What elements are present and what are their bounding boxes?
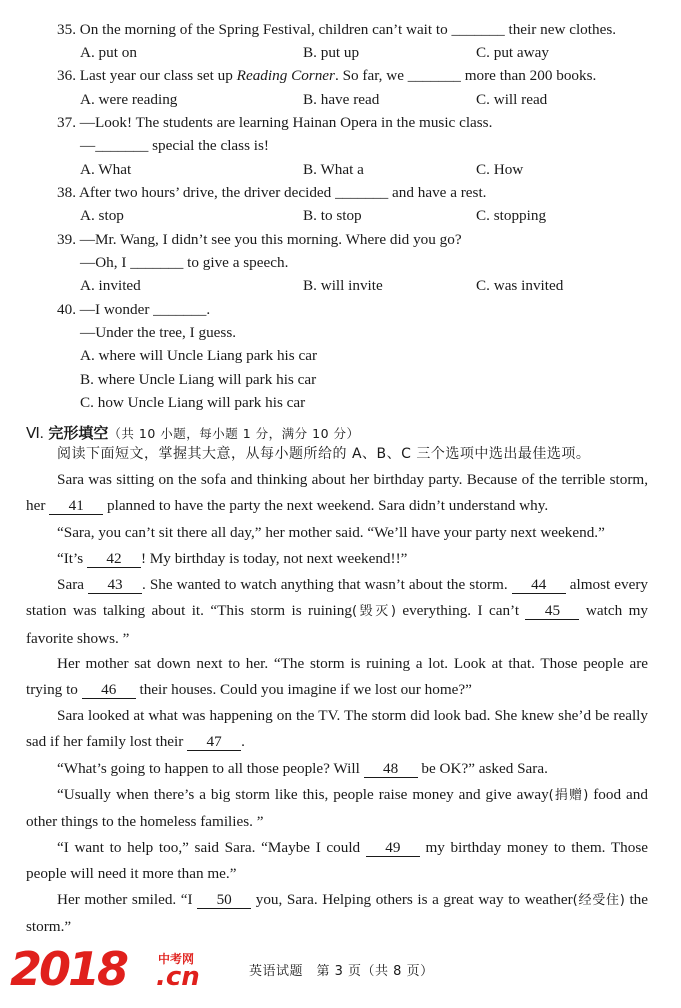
- passage-text: you, Sara. Helping others is a great way to weather: [251, 891, 573, 908]
- question-36-stem-em: Reading Corner: [236, 67, 335, 84]
- passage-text: . She wanted to watch anything that wasn’t about the storm.: [142, 576, 512, 593]
- passage-paragraph-9: [26, 835, 648, 888]
- question-39-option-b: B. will invite: [303, 277, 383, 294]
- question-37-option-a: A. What: [80, 161, 132, 178]
- passage-paragraph-2: [26, 520, 648, 546]
- question-36-option-a: A. were reading: [80, 91, 178, 108]
- passage-text: their houses. Could you imagine if we lost our home?”: [135, 681, 472, 699]
- passage-text: .: [241, 733, 245, 751]
- blank-46: 46: [82, 682, 136, 699]
- passage-paragraph-4: [26, 572, 648, 652]
- question-36-stem: [57, 66, 596, 86]
- question-39-option-a: A. invited: [80, 277, 141, 294]
- logo-number: 2018: [10, 942, 127, 996]
- question-40-option-b: B. where Uncle Liang will park his car: [80, 371, 317, 388]
- passage-gloss: (经受住): [572, 893, 625, 908]
- passage-paragraph-6: [26, 703, 648, 756]
- passage-text: be OK?” asked Sara.: [417, 760, 548, 777]
- question-38-option-a: A. stop: [80, 207, 124, 224]
- question-40-option-c: C. how Uncle Liang will park his car: [80, 394, 306, 411]
- question-36-stem-pre: 36. Last year our class set up: [57, 67, 237, 84]
- passage-text: “What’s going to happen to all those people? Will: [57, 760, 364, 777]
- question-37-stem-2: —_______ special the class is!: [80, 137, 269, 154]
- passage-paragraph-1: [26, 467, 648, 520]
- passage-paragraph-7: [26, 756, 648, 782]
- question-40-stem-2: —Under the tree, I guess.: [80, 324, 237, 341]
- question-40-option-a: A. where will Uncle Liang park his car: [80, 347, 318, 364]
- section-note: （共 10 小题，每小题 1 分，满分 10 分）: [108, 426, 360, 441]
- passage-text: “Sara, you can’t sit there all day,” her mother said. “We’ll have your party next weekend.”: [57, 524, 605, 541]
- logo-domain: .cn: [156, 962, 200, 992]
- passage-paragraph-8: [26, 782, 648, 836]
- section-number: Ⅵ.: [26, 426, 44, 442]
- blank-44: 44: [512, 577, 566, 594]
- question-35-stem: 35. On the morning of the Spring Festival, children can’t wait to _______ their new clothes.: [57, 21, 617, 38]
- passage-paragraph-5: [26, 651, 648, 704]
- blank-47: 47: [187, 734, 241, 751]
- question-39-stem: 39. —Mr. Wang, I didn’t see you this morning. Where did you go?: [57, 231, 462, 248]
- passage-text: watch my favorite shows. ”: [26, 602, 648, 647]
- question-38-option-c: C. stopping: [476, 207, 547, 224]
- section-instruction: 阅读下面短文，掌握其大意，从每小题所给的 A、B、C 三个选项中选出最佳选项。: [57, 446, 591, 462]
- passage-gloss: (毁灭): [351, 604, 396, 620]
- passage-text: “Usually when there’s a big storm like this, people raise money and give away: [57, 786, 549, 803]
- section-title: 完形填空: [48, 424, 109, 442]
- passage-text: Sara looked at what was happening on the TV. The storm did look bad. She knew she’d be really sad if her family lost their: [26, 707, 648, 751]
- question-36-option-b: B. have read: [303, 91, 380, 108]
- logo-site-name: 中考网: [158, 952, 195, 966]
- passage-text: “It’s: [57, 550, 87, 567]
- passage-text: ! My birthday is today, not next weekend!!”: [140, 550, 408, 567]
- passage-text: Her mother smiled. “I: [57, 891, 198, 908]
- blank-43: 43: [88, 577, 142, 594]
- passage-gloss: (捐赠): [548, 788, 589, 803]
- passage-text: my birthday money to them. Those people will need it more than me.”: [26, 839, 648, 883]
- blank-48: 48: [364, 761, 418, 778]
- passage-text: Sara was sitting on the sofa and thinking about her birthday party. Because of the terrible storm, her: [26, 471, 648, 515]
- question-39-stem-2: —Oh, I _______ to give a speech.: [80, 254, 289, 271]
- passage-paragraph-3: [26, 546, 648, 572]
- passage-text: Her mother sat down next to her. “The storm is ruining a lot. Look at that. Those people are trying to: [26, 655, 648, 699]
- site-logo: [10, 944, 205, 998]
- passage-text: everything. I can’t: [395, 602, 526, 620]
- question-38-option-b: B. to stop: [303, 207, 362, 224]
- blank-41: 41: [49, 498, 103, 515]
- question-40-stem: 40. —I wonder _______.: [57, 301, 211, 318]
- question-35-option-c: C. put away: [476, 44, 549, 61]
- question-36-stem-post: . So far, we _______ more than 200 books.: [334, 67, 597, 84]
- passage-text: the storm.”: [26, 891, 648, 936]
- question-35-option-b: B. put up: [303, 44, 360, 61]
- passage-text: “I want to help too,” said Sara. “Maybe I could: [57, 839, 366, 856]
- question-36-option-c: C. will read: [476, 91, 548, 108]
- blank-49: 49: [366, 840, 420, 857]
- blank-45: 45: [525, 603, 579, 620]
- question-37-option-c: C. How: [476, 161, 524, 178]
- question-39-option-c: C. was invited: [476, 277, 564, 294]
- page-footer: 英语试题 第 3 页（共 8 页）: [249, 964, 434, 979]
- question-37-stem: 37. —Look! The students are learning Hainan Opera in the music class.: [57, 114, 493, 131]
- blank-42: 42: [87, 551, 141, 568]
- passage-text: planned to have the party the next weekend. Sara didn’t understand why.: [103, 497, 549, 515]
- question-35-option-a: A. put on: [80, 44, 137, 61]
- blank-50: 50: [197, 892, 251, 909]
- passage-paragraph-10: [26, 887, 648, 941]
- passage-text: Sara: [57, 576, 89, 593]
- question-37-option-b: B. What a: [303, 161, 364, 178]
- question-38-stem: 38. After two hours’ drive, the driver decided _______ and have a rest.: [57, 184, 487, 201]
- passage-text: food and other things to the homeless families. ”: [26, 786, 648, 831]
- section-heading: [26, 424, 360, 443]
- passage-text: almost every station was talking about it. “This storm is ruining: [26, 576, 648, 620]
